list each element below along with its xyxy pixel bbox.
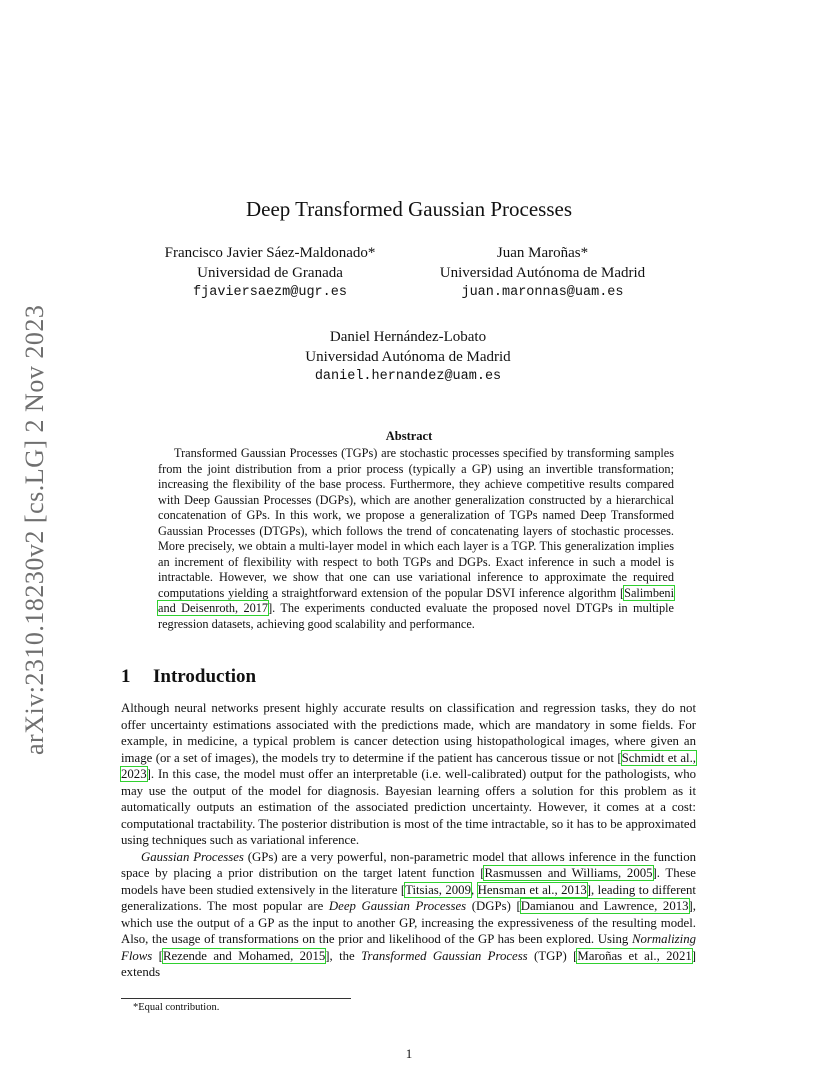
citation-link[interactable]: Titsias, 2009 (405, 882, 471, 897)
abstract-text-part: . The experiments conducted evaluate the proposed novel DTGPs in multiple regression datasets, achieving good scalability and performance. (158, 601, 674, 631)
text-run: . In this case, the model must offer an interpretable (i.e. well-calibrated) output for the pathologists, who may use the output of the model for diagnosis. Bayesian learning offers a solution for this problem as it automatically outputs an estimation of the associated prediction uncertainty. However, it comes at a cost: computational tractability. The posterior distribution is most of the time intractable, so it has to be approximated using techniques such as variational inference. (121, 767, 696, 847)
author-email[interactable]: fjaviersaezm@ugr.es (193, 285, 347, 300)
text-run: extends (121, 965, 161, 979)
text-run: Although neural networks present highly accurate results on classification and regression tasks, they do not offer uncertainty estimations associated with the predictions made, which are mandatory in some fields. For example, in medicine, a typical problem is cancer detection using histopathological images, where given an image (or a set of images), the models try to determine if the patient has cancerous tissue or not (121, 701, 696, 765)
emphasis: Transformed Gaussian Process (361, 948, 528, 963)
author-name: Daniel Hernández-Lobato (329, 329, 487, 345)
author-name: Francisco Javier Sáez-Maldonado* (164, 245, 376, 261)
emphasis: Deep Gaussian Processes (328, 899, 467, 913)
arxiv-sidebar-stamp: arXiv:2310.18230v2 [cs.LG] 2 Nov 2023 (20, 304, 49, 755)
emphasis: Normalizing Flows (121, 932, 696, 963)
paragraph: Gaussian Processes (GPs) are a very powerful, non-parametric model that allows inference in the function space by placing a prior distribution on the target latent function [Rasmussen and Williams, 2005]. These models have been studied extensively in the literature [Titsias, 2009, Hensman et al., 2013], leading to different generalizations. The most popular are Deep Gaussian Processes (DGPs) [Damianou and Lawrence, 2013], which use the output of a GP as the input to another GP, increasing the expressiveness of the resulting model. Also, the usage of transformations on the prior and likelihood of the GP has been explored. Using Normalizing Flows [Rezende and Mohamed, 2015], the Transformed Gaussian Process (TGP) [Maroñas et al., 2021] extends (121, 849, 697, 979)
abstract-text-part: Transformed Gaussian Processes (TGPs) are stochastic processes specified by transforming samples from the joint distribution from a prior process (typically a GP) using an invertible transformation; increasing the flexibility of the base process. Furthermore, they achieve competitive results compared with Deep Gaussian Processes (DGPs), which are another generalization constructed by a hierarchical concatenation of GPs. In this work, we propose a generalization of TGPs named Deep Transformed Gaussian Processes (DTGPs), which follows the trend of concatenating layers of stochastic processes. More precisely, we obtain a multi-layer model in which each layer is a TGP. This generalization implies an increment of flexibility with respect to both TGPs and DGPs. Exact inference in such a model is intractable. However, we show that one can use variational inference to approximate the required computations yielding a straightforward extension of the popular DSVI inference algorithm (158, 446, 674, 600)
introduction-body (121, 700, 696, 981)
author-affiliation: Universidad Autónoma de Madrid (305, 349, 511, 365)
text-run: (GPs) are a very powerful, non-parametric model that allows inference in the function space by placing a prior distribution on the target latent function (121, 849, 697, 880)
text-run (152, 949, 158, 963)
text-run: , (470, 882, 478, 897)
section-heading-introduction (121, 666, 256, 688)
footnote-rule (121, 998, 351, 999)
text-run: . These models have been studied extensively in the literature (121, 866, 696, 897)
text-run: (DGPs) (466, 899, 517, 913)
author-block-3 (258, 327, 558, 387)
author-affiliation: Universidad de Granada (197, 265, 343, 281)
author-name: Juan Maroñas* (496, 245, 589, 261)
text-run: , which use the output of a GP as the input to another GP, increasing the expressiveness of the resulting model. Also, the usage of transformations on the prior and likelihood of the GP has been explored. Using (121, 899, 696, 946)
author-block-2 (415, 243, 670, 303)
citation-link[interactable]: Hensman et al., 2013 (477, 882, 587, 897)
citation-link[interactable]: Schmidt et al., 2023 (121, 750, 696, 781)
abstract-paragraph: Transformed Gaussian Processes (TGPs) are stochastic processes specified by transforming samples from the joint distribution from a prior process (typically a GP) using an invertible transformation; increasing the flexibility of the base process. Furthermore, they achieve competitive results compared with Deep Gaussian Processes (DGPs), which are another generalization constructed by a hierarchical concatenation of GPs. In this work, we propose a generalization of TGPs named Deep Transformed Gaussian Processes (DTGPs), which follows the trend of concatenating layers of stochastic processes. More precisely, we obtain a multi-layer model in which each layer is a TGP. This generalization implies an increment of flexibility with respect to both TGPs and DGPs. Exact inference in such a model is intractable. However, we show that one can use variational inference to approximate the required computations yielding a straightforward extension of the popular DSVI inference algorithm [Salimbeni and Deisenroth, 2017]. The experiments conducted evaluate the proposed novel DTGPs in multiple regression datasets, achieving good scalability and performance. (158, 446, 674, 631)
paragraph: Although neural networks present highly accurate results on classification and regression tasks, they do not offer uncertainty estimations associated with the predictions made, which are mandatory in some fields. For example, in medicine, a typical problem is cancer detection using histopathological images, where given an image (or a set of images), the models try to determine if the patient has cancerous tissue or not [Schmidt et al., 2023]. In this case, the model must offer an interpretable (i.e. well-calibrated) output for the pathologists, who may use the output of the model for diagnosis. Bayesian learning offers a solution for this problem as it automatically outputs an estimation of the associated prediction uncertainty. However, it comes at a cost: computational tractability. The posterior distribution is most of the time intractable, so it has to be approximated using techniques such as variational inference. (121, 701, 696, 847)
citation-link[interactable]: Rasmussen and Williams, 2005 (484, 866, 653, 880)
abstract-heading: Abstract (385, 429, 433, 443)
text-run: , leading to different generalizations. The most popular are (121, 882, 696, 913)
page-number: 1 (405, 1046, 413, 1061)
author-affiliation: Universidad Autónoma de Madrid (439, 265, 646, 281)
citation-link[interactable]: Rezende and Mohamed, 2015 (162, 948, 326, 963)
section-title: Introduction (153, 666, 257, 687)
abstract-body (158, 446, 674, 632)
citation-link[interactable]: Salimbeni and Deisenroth, 2017 (158, 585, 674, 615)
text-run: , the (329, 948, 362, 963)
paper-title: Deep Transformed Gaussian Processes (245, 197, 573, 221)
emphasis: Gaussian Processes (141, 849, 244, 864)
author-email[interactable]: juan.maronnas@uam.es (461, 285, 624, 300)
citation-link[interactable]: Maroñas et al., 2021 (577, 948, 692, 963)
footnote: *Equal contribution. (133, 1002, 220, 1013)
author-email[interactable]: daniel.hernandez@uam.es (314, 369, 502, 384)
text-run: (TGP) (527, 948, 574, 963)
section-number: 1 (121, 666, 131, 687)
citation-link[interactable]: Damianou and Lawrence, 2013 (520, 899, 689, 913)
author-block-1 (150, 243, 390, 303)
